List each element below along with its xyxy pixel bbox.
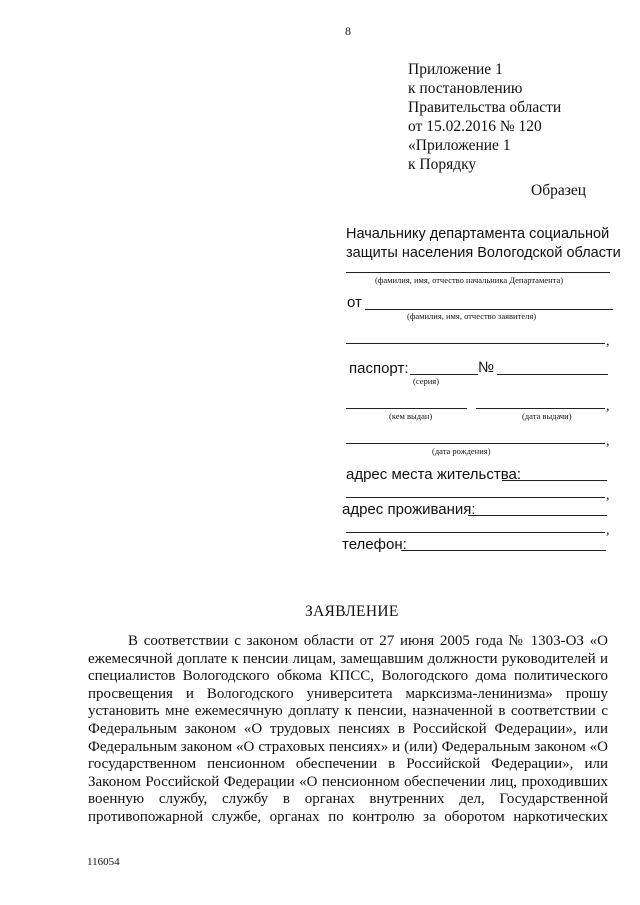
stay-address-label: адрес проживания:	[342, 501, 476, 518]
comma: ,	[606, 523, 610, 538]
addressee-line: защиты населения Вологодской области	[346, 245, 621, 261]
body-line: Законом Российской Федерации «О пенсионном обеспечении лиц, проходивших	[88, 773, 608, 790]
appendix-line: к Порядку	[408, 156, 477, 173]
residence-line[interactable]	[502, 480, 607, 481]
body-line: государственном пенсионном обеспечении в Российской Федерации», или	[88, 756, 608, 773]
birth-date-caption: (дата рождения)	[432, 446, 491, 456]
issue-date-line[interactable]	[476, 408, 605, 409]
issue-date-caption: (дата выдачи)	[522, 411, 572, 421]
residence-line-2[interactable]	[346, 497, 605, 498]
applicant-name-line[interactable]	[365, 309, 613, 310]
appendix-line: Правительства области	[408, 99, 562, 116]
head-name-caption: (фамилия, имя, отчество начальника Департамента)	[375, 275, 564, 285]
appendix-block	[408, 60, 561, 174]
stay-address-line[interactable]	[468, 515, 607, 516]
sample-label: Образец	[531, 182, 587, 199]
passport-series-line[interactable]	[410, 374, 478, 375]
statement-body	[88, 633, 608, 827]
addressee-line: Начальнику департамента социальной	[346, 226, 610, 242]
body-line: В соответствии с законом области от 27 июня 2005 года № 1303-ОЗ «О	[128, 633, 608, 649]
comma: ,	[606, 334, 610, 349]
issued-by-caption: (кем выдан)	[389, 411, 433, 421]
appendix-line: «Приложение 1	[408, 137, 511, 154]
body-line: военную службу, службу в органах внутренних дел, Государственной	[88, 791, 608, 808]
body-line: ежемесячной доплате к пенсии лицам, замещавшим должности руководителей и	[88, 650, 608, 667]
footer-code: 116054	[87, 856, 120, 868]
body-line: противопожарной службе, органах по контролю за оборотом наркотических	[88, 808, 608, 825]
body-line: просвещения и Вологодского университета марксизма-ленинизма» прошу	[88, 685, 608, 702]
passport-label: паспорт:	[349, 360, 409, 377]
body-line: Федеральным законом «О страховых пенсиях» и (или) Федеральным законом «О	[88, 738, 608, 755]
from-label: от	[347, 294, 362, 311]
series-caption: (серия)	[413, 376, 440, 386]
body-line: специалистов Вологодского обкома КПСС, Вологодского дома политического	[88, 668, 608, 685]
body-line: Федеральным законом «О трудовых пенсиях в Российской Федерации», или	[88, 720, 608, 737]
applicant-name-caption: (фамилия, имя, отчество заявителя)	[407, 311, 537, 321]
appendix-line: Приложение 1	[408, 61, 503, 78]
applicant-name-line-2[interactable]	[346, 343, 605, 344]
addressee-block	[346, 225, 621, 263]
issued-by-line[interactable]	[346, 408, 467, 409]
phone-line[interactable]	[401, 550, 606, 551]
head-name-line[interactable]	[346, 272, 610, 273]
comma: ,	[606, 434, 610, 449]
residence-label: адрес места жительства:	[346, 466, 522, 483]
passport-number-line[interactable]	[497, 374, 608, 375]
phone-label: телефон:	[342, 536, 407, 553]
appendix-line: от 15.02.2016 № 120	[408, 118, 542, 135]
stay-address-line-2[interactable]	[346, 532, 605, 533]
number-sign: №	[478, 359, 495, 376]
page-number: 8	[345, 24, 351, 38]
birth-date-line[interactable]	[346, 443, 605, 444]
comma: ,	[606, 399, 610, 414]
body-line: установить мне ежемесячную доплату к пенсии, назначенной в соответствии с	[88, 703, 608, 720]
comma: ,	[606, 488, 610, 503]
appendix-line: к постановлению	[408, 80, 523, 97]
document-title: ЗАЯВЛЕНИЕ	[305, 603, 399, 620]
